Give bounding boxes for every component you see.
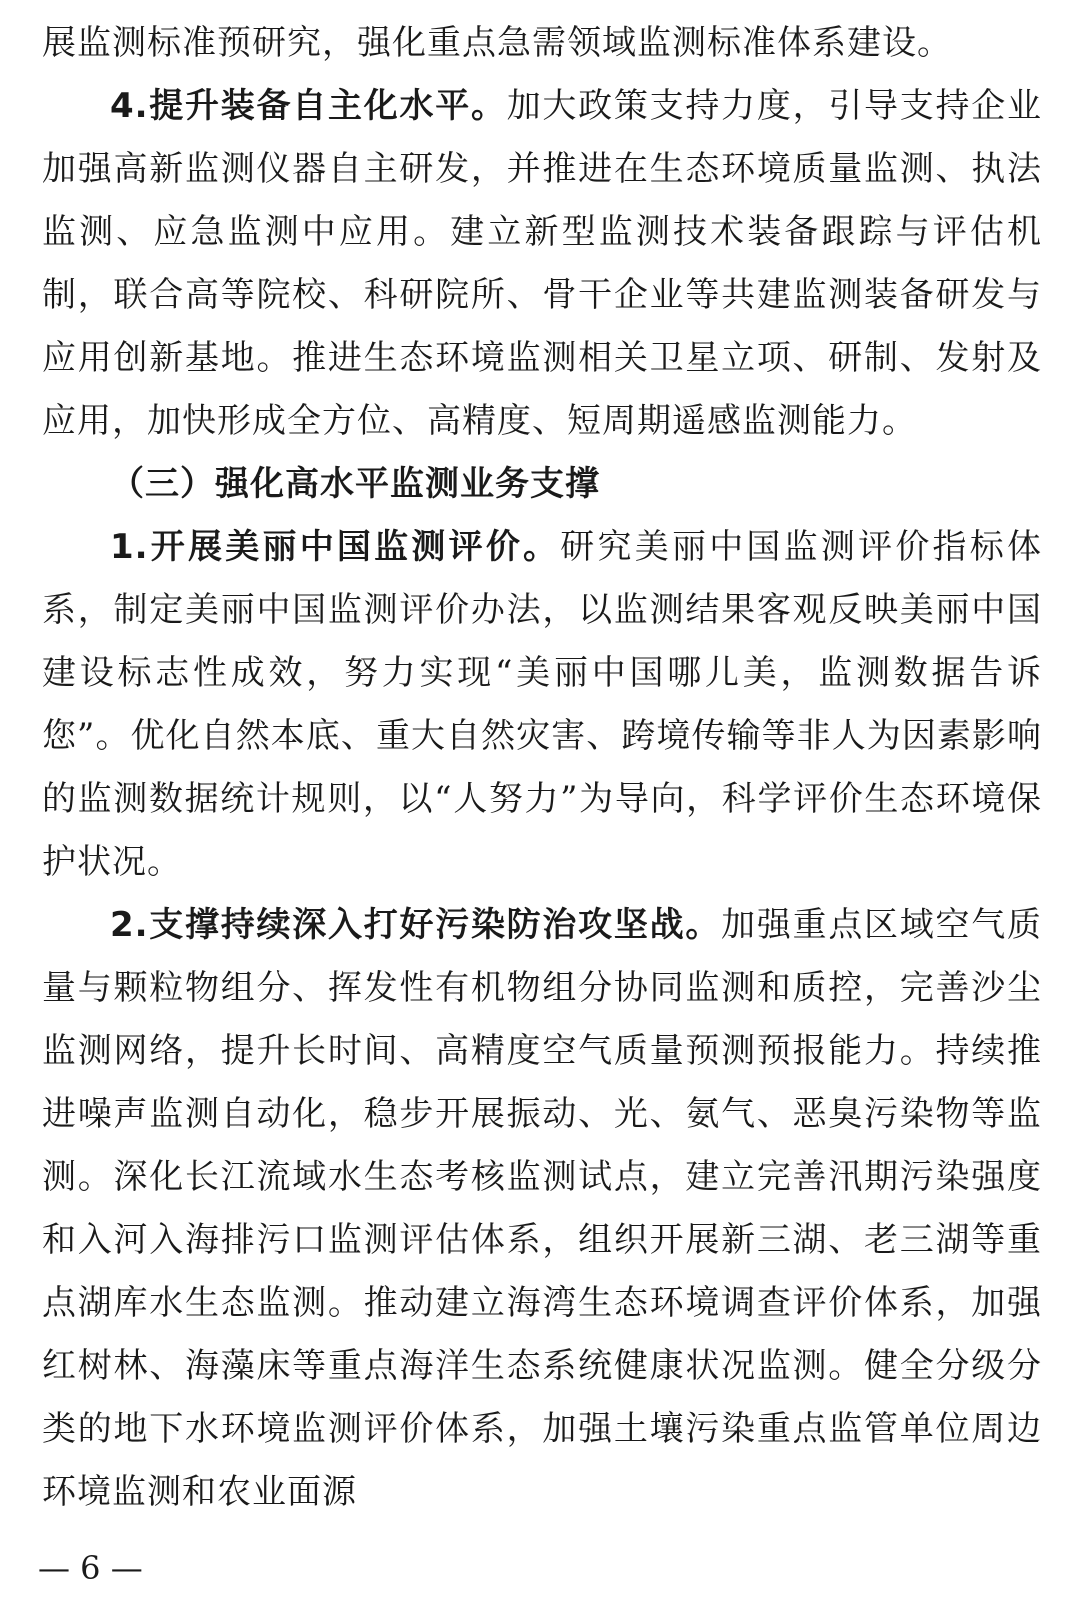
document-page	[42, 12, 1042, 1524]
intro-paragraph: 展监测标准预研究，强化重点急需领域监测标准体系建设。	[42, 23, 952, 63]
item-1-title: 1.开展美丽中国监测评价。	[110, 527, 561, 567]
item-4-title: 4.提升装备自主化水平。	[110, 86, 507, 126]
item-4-paragraph	[42, 75, 1042, 453]
item-2-paragraph	[42, 894, 1042, 1524]
item-1-paragraph	[42, 516, 1042, 894]
item-1-body: 研究美丽中国监测评价指标体系，制定美丽中国监测评价办法，以监测结果客观反映美丽中国建设标志性成效，努力实现“美丽中国哪儿美，监测数据告诉您”。优化自然本底、重大自然灾害、跨境传输等非人为因素影响的监测数据统计规则，以“人努力”为导向，科学评价生态环境保护状况。	[42, 527, 1043, 882]
item-2-body: 加强重点区域空气质量与颗粒物组分、挥发性有机物组分协同监测和质控，完善沙尘监测网络，提升长时间、高精度空气质量预测预报能力。持续推进噪声监测自动化，稳步开展振动、光、氨气、恶臭污染物等监测。深化长江流域水生态考核监测试点，建立完善汛期污染强度和入河入海排污口监测评估体系，组织开展新三湖、老三湖等重点湖库水生态监测。推动建立海湾生态环境调查评价体系，加强红树林、海藻床等重点海洋生态系统健康状况监测。健全分级分类的地下水环境监测评价体系，加强土壤污染重点监管单位周边环境监测和农业面源	[42, 905, 1043, 1512]
page-number: — 6 —	[38, 1549, 143, 1587]
section-3-heading: （三）强化高水平监测业务支撑	[110, 464, 600, 504]
item-2-title: 2.支撑持续深入打好污染防治攻坚战。	[110, 905, 722, 945]
item-4-body: 加大政策支持力度，引导支持企业加强高新监测仪器自主研发，并推进在生态环境质量监测、执法监测、应急监测中应用。建立新型监测技术装备跟踪与评估机制，联合高等院校、科研院所、骨干企业等共建监测装备研发与应用创新基地。推进生态环境监测相关卫星立项、研制、发射及应用，加快形成全方位、高精度、短周期遥感监测能力。	[42, 86, 1043, 441]
